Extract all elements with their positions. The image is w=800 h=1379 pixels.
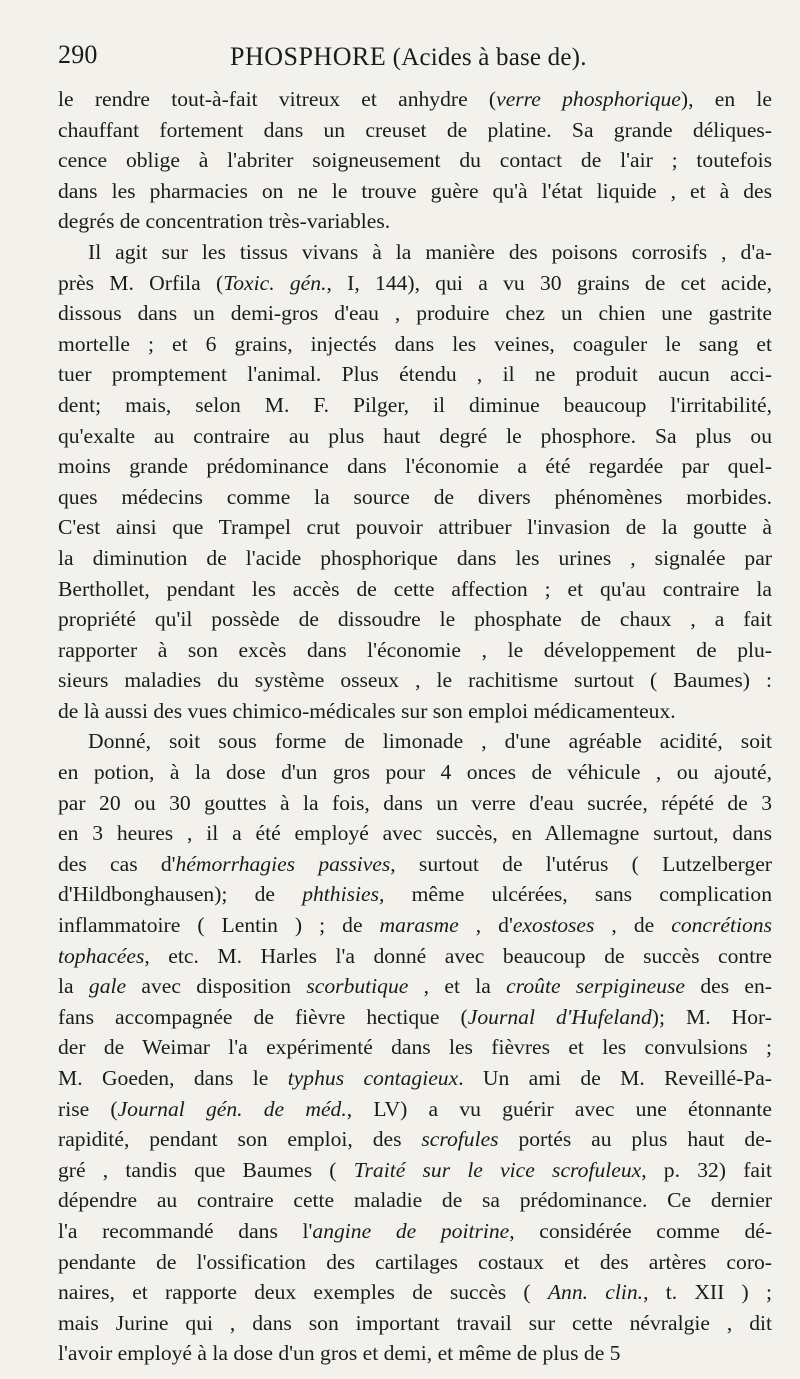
italic-run: Journal gén. de méd. (117, 1096, 347, 1121)
text-run: des cas d' (58, 851, 176, 876)
text-run: , considérée comme dé- (509, 1218, 772, 1243)
text-run: ques médecins comme la source de divers phénomènes morbides. (58, 484, 772, 509)
italic-run: scorbutique (306, 974, 409, 999)
italic-run: marasme (379, 913, 459, 938)
text-line (58, 1277, 772, 1308)
text-run: , et la (408, 974, 507, 999)
text-run: , de (594, 913, 672, 938)
italic-run: hémorrhagies passives (175, 851, 391, 876)
text-run: moins grande prédominance dans l'économie a été regardée par quel- (58, 454, 772, 479)
text-line (58, 1247, 772, 1278)
text-run: fans accompagnée de fièvre hectique ( (58, 1004, 468, 1029)
page-number: 290 (58, 40, 98, 69)
italic-run: Ann. clin. (547, 1280, 644, 1305)
text-line (58, 1032, 772, 1063)
text-line (58, 726, 772, 757)
text-line (58, 1185, 772, 1216)
running-head (230, 42, 587, 72)
italic-run: exostoses (512, 913, 595, 938)
text-line (58, 1216, 772, 1247)
italic-run: gale (88, 974, 127, 999)
text-run: , t. XII ) ; (643, 1280, 772, 1305)
text-run: par 20 ou 30 gouttes à la fois, dans un verre d'eau sucrée, répété de 3 (58, 790, 772, 815)
text-run: des en- (685, 974, 772, 999)
text-run: chauffant fortement dans un creuset de platine. Sa grande déliques- (58, 117, 772, 142)
text-run: même ulcérées, sans complication (384, 882, 772, 907)
text-line (58, 1338, 772, 1369)
text-line (58, 879, 772, 910)
text-line (58, 482, 772, 513)
text-run: C'est ainsi que Trampel crut pouvoir attribuer l'invasion de la goutte à (58, 515, 772, 540)
paragraph (58, 726, 772, 1368)
italic-run: Traité sur le vice scrofuleux (353, 1157, 642, 1182)
text-run: avec disposition (126, 974, 307, 999)
text-line (58, 237, 772, 268)
italic-run: angine de poitrine (312, 1218, 510, 1243)
text-run: la diminution de l'acide phosphorique dans les urines , signalée par (58, 545, 772, 570)
text-line (58, 451, 772, 482)
text-line (58, 176, 772, 207)
text-line (58, 971, 772, 1002)
italic-run: verre phosphorique (496, 87, 681, 111)
text-run: le rendre tout-à-fait vitreux et anhydre ( (58, 87, 497, 111)
text-run: propriété qu'il possède de dissoudre le phosphate de chaux , a fait (58, 607, 772, 632)
body-text (58, 84, 772, 1369)
paragraph (58, 237, 772, 727)
text-run: dent; mais, selon M. F. Pilger, il diminue beaucoup l'irritabilité, (58, 392, 772, 417)
running-head-subtitle: (Acides à base de). (386, 44, 587, 71)
text-run: dans les pharmacies on ne le trouve guère qu'à l'état liquide , et à des (58, 178, 772, 203)
text-run: rapporter à son excès dans l'économie , le développement de plu- (58, 637, 772, 662)
text-run: , etc. M. Harles l'a donné avec beaucoup de succès contre (144, 943, 772, 968)
text-line (58, 665, 772, 696)
text-run: , I, 144), qui a vu 30 grains de cet acide, (326, 270, 772, 295)
text-line (58, 543, 772, 574)
text-line (58, 849, 772, 880)
text-run: mortelle ; et 6 grains, injectés dans les veines, coaguler le sang et (58, 331, 772, 356)
text-run: Donné, soit sous forme de limonade , d'une agréable acidité, soit (88, 729, 772, 754)
text-line (58, 604, 772, 635)
text-run: . Un ami de M. Reveillé-Pa- (458, 1066, 772, 1090)
text-run: , p. 32) fait (641, 1157, 772, 1182)
text-line (58, 512, 772, 543)
text-run: rapidité, pendant son emploi, des (58, 1127, 422, 1152)
text-line (58, 421, 772, 452)
italic-run: tophacées (58, 943, 145, 968)
text-line (58, 757, 772, 788)
text-run: mais Jurine qui , dans son important travail sur cette névralgie , dit (58, 1310, 772, 1335)
italic-run: croûte serpigineuse (506, 974, 685, 999)
text-run: ); M. Hor- (651, 1004, 772, 1029)
text-line (58, 635, 772, 666)
text-run: de là aussi des vues chimico-médicales sur son emploi médicamenteux. (58, 698, 676, 723)
running-head-title: PHOSPHORE (230, 42, 387, 71)
text-line (58, 390, 772, 421)
text-line (58, 1063, 772, 1094)
text-line (58, 788, 772, 819)
text-line (58, 910, 772, 941)
text-run: M. Goeden, dans le (58, 1066, 288, 1090)
text-run: l'avoir employé à la dose d'un gros et demi, et même de plus de 5 (58, 1341, 621, 1366)
text-run: la (58, 974, 89, 999)
text-line (58, 84, 772, 115)
text-line (58, 818, 772, 849)
paragraph (58, 84, 772, 237)
text-line (58, 1308, 772, 1339)
text-run: , surtout de l'utérus ( Lutzelberger (390, 851, 772, 876)
text-run: degrés de concentration très-variables. (58, 209, 391, 234)
text-run: ), en le (680, 87, 772, 111)
text-run: en 3 heures , il a été employé avec succès, en Allemagne surtout, dans (58, 821, 772, 846)
text-line (58, 696, 772, 727)
text-run: qu'exalte au contraire au plus haut degré le phosphore. Sa plus ou (58, 423, 772, 448)
text-run: portés au plus haut de- (498, 1127, 772, 1152)
text-line (58, 298, 772, 329)
text-run: dépendre au contraire cette maladie de sa prédominance. Ce dernier (58, 1188, 772, 1213)
italic-run: phthisies, (302, 882, 385, 907)
text-run: , LV) a vu guérir avec une étonnante (346, 1096, 772, 1121)
text-line (58, 1094, 772, 1125)
page-header (58, 38, 772, 84)
italic-run: Toxic. gén. (223, 270, 327, 295)
text-run: tuer promptement l'animal. Plus étendu , il ne produit aucun acci- (58, 362, 772, 387)
italic-run: scrofules (421, 1127, 499, 1152)
text-line (58, 1155, 772, 1186)
text-line (58, 1124, 772, 1155)
text-run: Il agit sur les tissus vivans à la manière des poisons corrosifs , d'a- (88, 239, 772, 264)
text-run: inflammatoire ( Lentin ) ; de (58, 913, 380, 938)
text-run: cence oblige à l'abriter soigneusement du contact de l'air ; toutefois (58, 148, 772, 173)
text-run: d'Hildbonghausen); de (58, 882, 303, 907)
text-run: gré , tandis que Baumes ( (58, 1157, 354, 1182)
text-line (58, 1002, 772, 1033)
text-line (58, 115, 772, 146)
text-run: en potion, à la dose d'un gros pour 4 onces de véhicule , ou ajouté, (58, 760, 772, 785)
text-line (58, 574, 772, 605)
text-run: naires, et rapporte deux exemples de succès ( (58, 1280, 548, 1305)
text-run: près M. Orfila ( (58, 270, 224, 295)
text-run: pendante de l'ossification des cartilages costaux et des artères coro- (58, 1249, 772, 1274)
text-line (58, 941, 772, 972)
text-run: sieurs maladies du système osseux , le rachitisme surtout ( Baumes) : (58, 668, 772, 693)
text-run: , d' (458, 913, 513, 938)
text-run: l'a recommandé dans l' (58, 1218, 313, 1243)
text-run: dissous dans un demi-gros d'eau , produire chez un chien une gastrite (58, 301, 772, 326)
italic-run: Journal d'Hufeland (467, 1004, 652, 1029)
italic-run: typhus contagieux (287, 1066, 459, 1090)
text-run: der de Weimar l'a expérimenté dans les fièvres et les convulsions ; (58, 1035, 772, 1060)
text-run: Berthollet, pendant les accès de cette affection ; et qu'au contraire la (58, 576, 772, 601)
text-line (58, 145, 772, 176)
italic-run: concrétions (671, 913, 772, 938)
text-line (58, 359, 772, 390)
text-line (58, 206, 772, 237)
text-run: rise ( (58, 1096, 118, 1121)
text-line (58, 329, 772, 360)
text-line (58, 268, 772, 299)
